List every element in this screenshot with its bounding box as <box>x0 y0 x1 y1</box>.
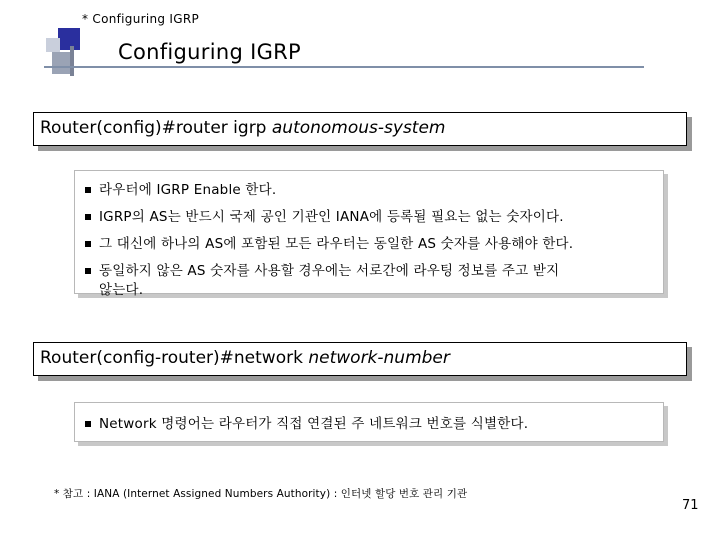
page-title: Configuring IGRP <box>118 40 301 64</box>
list-item-continuation: 않는다. <box>99 282 144 298</box>
bullet-marker <box>85 421 91 427</box>
title-divider <box>44 66 644 68</box>
list-item: 동일하지 않은 AS 숫자를 사용할 경우에는 서로간에 라우팅 정보를 주고 받지 않는다. <box>85 258 655 300</box>
bullet-panel-igrp <box>74 170 664 298</box>
bullet-marker <box>85 187 91 193</box>
footnote: * 참고 : IANA (Internet Assigned Numbers Authority) : 인터넷 할당 번호 관리 기관 <box>54 488 468 500</box>
header-note: * Configuring IGRP <box>82 12 200 26</box>
command-parameter: network-number <box>308 348 450 368</box>
bullet-marker <box>85 241 91 247</box>
list-item: Network 명령어는 라우터가 직접 연결된 주 네트워크 번호를 식별한다. <box>85 411 655 438</box>
bullet-panel-network <box>74 402 664 442</box>
command-text: Router(config-router)#network <box>40 348 309 368</box>
bullet-marker <box>85 268 91 274</box>
page-number: 71 <box>682 498 699 513</box>
list-item: 그 대신에 하나의 AS에 포함된 모든 라우터는 동일한 AS 숫자를 사용해야 한다. <box>85 231 655 258</box>
list-item: 라우터에 IGRP Enable 한다. <box>85 177 655 204</box>
list-item: IGRP의 AS는 반드시 국제 공인 기관인 IANA에 등록될 필요는 없는 숫자이다. <box>85 204 655 231</box>
bullet-marker <box>85 214 91 220</box>
command-text: Router(config)#router igrp <box>40 118 272 138</box>
command-box-network <box>33 342 687 376</box>
decorative-squares-logo <box>44 28 104 80</box>
command-parameter: autonomous-system <box>271 118 446 138</box>
command-box-router-igrp <box>33 112 687 146</box>
